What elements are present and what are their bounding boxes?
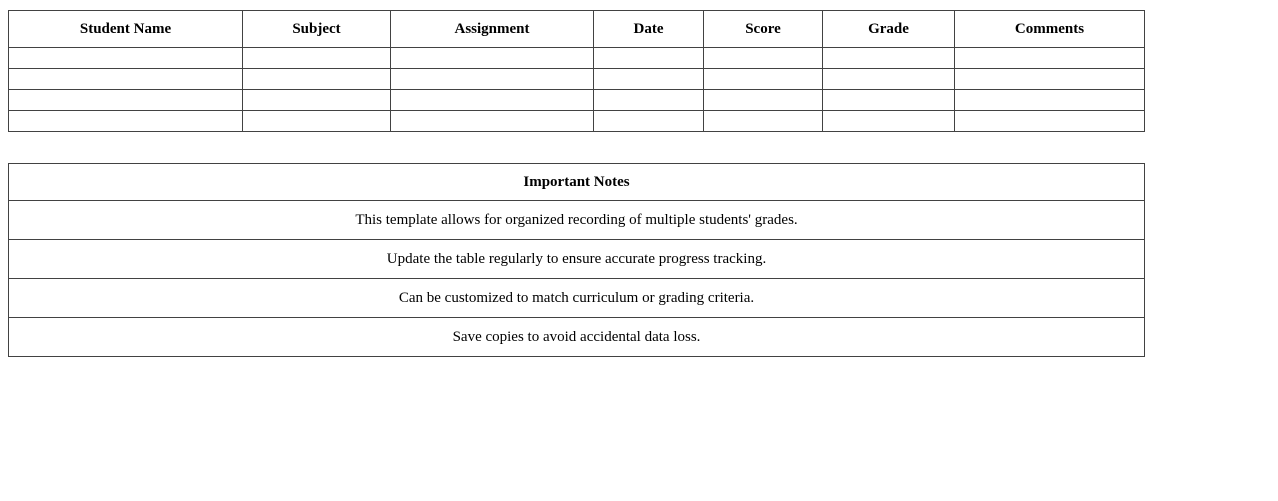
grade-row-1	[9, 48, 1145, 69]
grade-table-header-row	[9, 11, 1145, 48]
grade-cell-date[interactable]	[594, 90, 704, 111]
note-text: This template allows for organized recording of multiple students' grades.	[9, 201, 1145, 240]
notes-table-header-row	[9, 164, 1145, 201]
grade-cell-subject[interactable]	[243, 48, 391, 69]
grade-cell-score[interactable]	[704, 48, 823, 69]
grade-cell-comments[interactable]	[955, 111, 1145, 132]
grade-table	[8, 10, 1145, 132]
grade-header-subject: Subject	[243, 11, 391, 48]
grade-cell-student-name[interactable]	[9, 69, 243, 90]
grade-cell-assignment[interactable]	[391, 69, 594, 90]
grade-cell-date[interactable]	[594, 48, 704, 69]
grade-cell-date[interactable]	[594, 69, 704, 90]
grade-header-date: Date	[594, 11, 704, 48]
grade-header-comments: Comments	[955, 11, 1145, 48]
grade-row-3	[9, 90, 1145, 111]
grade-cell-student-name[interactable]	[9, 90, 243, 111]
grade-row-2	[9, 69, 1145, 90]
grade-cell-grade[interactable]	[823, 48, 955, 69]
grade-header-student-name: Student Name	[9, 11, 243, 48]
grade-row-4	[9, 111, 1145, 132]
note-text: Can be customized to match curriculum or grading criteria.	[9, 279, 1145, 318]
grade-cell-score[interactable]	[704, 111, 823, 132]
note-text: Update the table regularly to ensure accurate progress tracking.	[9, 240, 1145, 279]
grade-cell-assignment[interactable]	[391, 90, 594, 111]
note-row-1	[9, 201, 1145, 240]
grade-header-grade: Grade	[823, 11, 955, 48]
note-row-3	[9, 279, 1145, 318]
grade-cell-score[interactable]	[704, 69, 823, 90]
grade-cell-subject[interactable]	[243, 69, 391, 90]
grade-header-score: Score	[704, 11, 823, 48]
grade-cell-student-name[interactable]	[9, 48, 243, 69]
notes-table-title: Important Notes	[9, 164, 1145, 201]
grade-cell-grade[interactable]	[823, 69, 955, 90]
note-text: Save copies to avoid accidental data loss.	[9, 318, 1145, 357]
grade-cell-assignment[interactable]	[391, 111, 594, 132]
grade-cell-comments[interactable]	[955, 48, 1145, 69]
grade-cell-subject[interactable]	[243, 90, 391, 111]
grade-cell-date[interactable]	[594, 111, 704, 132]
important-notes-table	[8, 163, 1145, 357]
grade-cell-comments[interactable]	[955, 69, 1145, 90]
note-row-2	[9, 240, 1145, 279]
grade-cell-student-name[interactable]	[9, 111, 243, 132]
grade-cell-grade[interactable]	[823, 111, 955, 132]
grade-header-assignment: Assignment	[391, 11, 594, 48]
note-row-4	[9, 318, 1145, 357]
grade-cell-assignment[interactable]	[391, 48, 594, 69]
grade-cell-comments[interactable]	[955, 90, 1145, 111]
grade-cell-score[interactable]	[704, 90, 823, 111]
grade-cell-grade[interactable]	[823, 90, 955, 111]
grade-cell-subject[interactable]	[243, 111, 391, 132]
